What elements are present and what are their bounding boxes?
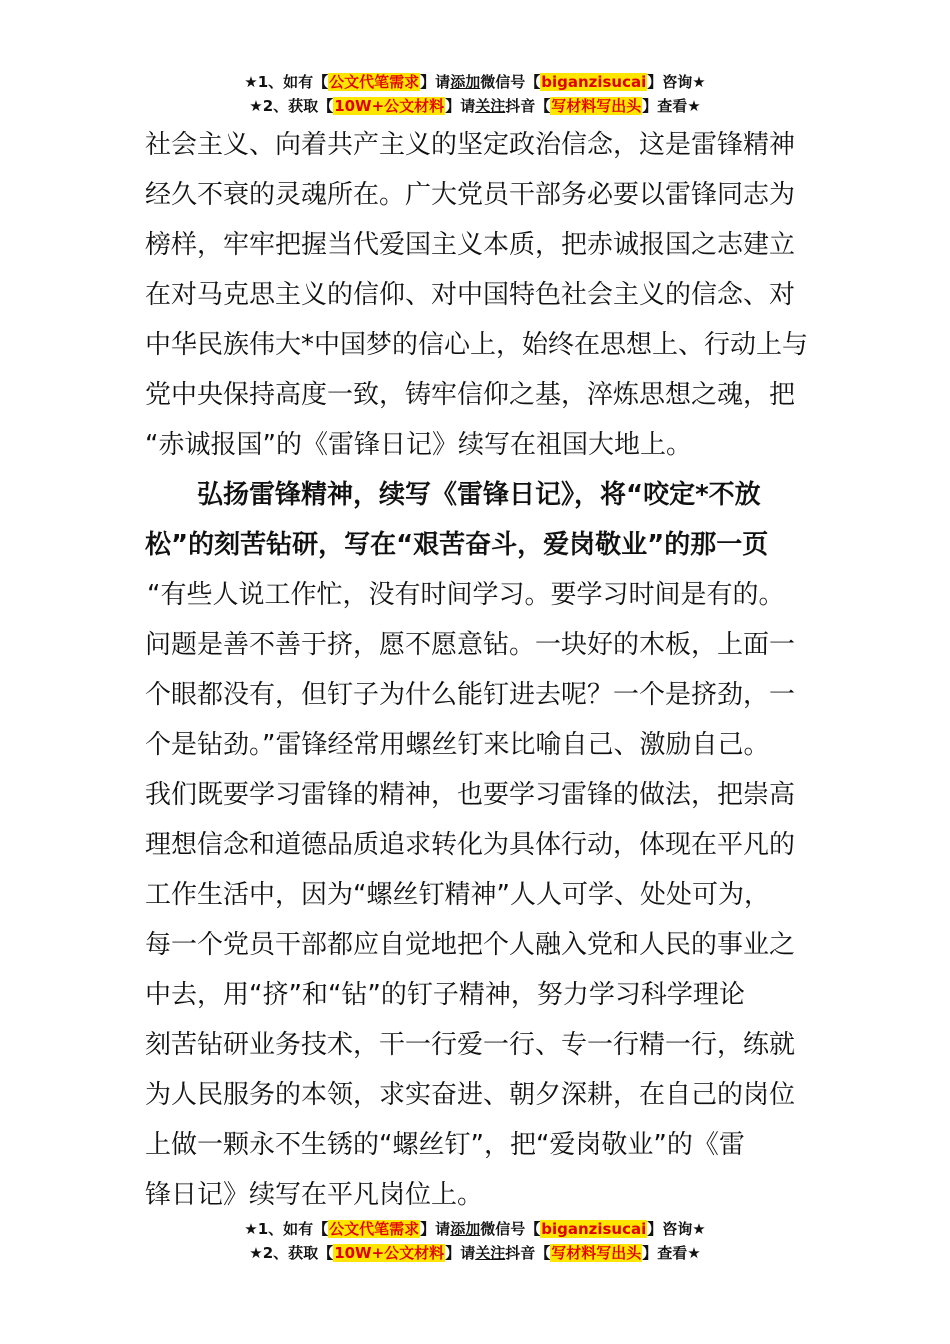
banner-text: ★1、如有【 (244, 1220, 329, 1238)
banner-line-1 (0, 70, 950, 94)
body-line: 工作生活中，因为“螺丝钉精神”人人可学、处处可为， (145, 880, 770, 910)
banner-underline: 关注 (475, 97, 506, 115)
banner-text: ★1、如有【 (244, 73, 329, 91)
banner-text: 抖音【 (505, 97, 551, 115)
banner-text: 】咨询★ (647, 73, 706, 91)
banner-text: 】查看★ (642, 1244, 701, 1262)
bottom-banner (0, 1217, 950, 1265)
body-line: 党中央保持高度一致，铸牢信仰之基，淬炼思想之魂，把 (145, 380, 796, 410)
body-line: 在对马克思主义的信仰、对中国特色社会主义的信念、对 (145, 280, 796, 310)
body-line: 理想信念和道德品质追求转化为具体行动，体现在平凡的 (145, 830, 796, 860)
banner-highlight: 10W+公文材料 (334, 97, 445, 115)
body-line: 社会主义、向着共产主义的坚定政治信念，这是雷锋精神 (145, 130, 796, 160)
body-line: 问题是善不善于挤，愿不愿意钻。一块好的木板，上面一 (145, 630, 796, 660)
body-line: 刻苦钻研业务技术，干一行爱一行、专一行精一行，练就 (145, 1030, 796, 1060)
section-heading-line: 松”的刻苦钻研，写在“艰苦奋斗，爱岗敬业”的那一页 (145, 530, 769, 560)
top-banner (0, 70, 950, 118)
body-line: 我们既要学习雷锋的精神，也要学习雷锋的做法，把崇高 (145, 780, 796, 810)
banner-text: 】查看★ (642, 97, 701, 115)
banner-text: 】请 (445, 97, 476, 115)
banner-text: 】请 (445, 1244, 476, 1262)
banner-underline: 添加 (450, 73, 481, 91)
body-line: 中华民族伟大*中国梦的信心上，始终在思想上、行动上与 (145, 330, 809, 360)
banner-line-2 (0, 1241, 950, 1265)
banner-highlight: biganzisucai (541, 1220, 647, 1238)
banner-highlight: 10W+公文材料 (334, 1244, 445, 1262)
banner-highlight: 公文代笔需求 (329, 73, 420, 91)
body-line: 经久不衰的灵魂所在。广大党员干部务必要以雷锋同志为 (145, 180, 796, 210)
body-line: 为人民服务的本领，求实奋进、朝夕深耕，在自己的岗位 (145, 1080, 796, 1110)
banner-text: 】请 (420, 1220, 451, 1238)
banner-text: ★2、获取【 (249, 97, 334, 115)
body-line: 榜样，牢牢把握当代爱国主义本质，把赤诚报国之志建立 (145, 230, 796, 260)
banner-line-2 (0, 94, 950, 118)
document-body (145, 120, 815, 1220)
banner-text: 】请 (420, 73, 451, 91)
banner-line-1 (0, 1217, 950, 1241)
body-line: “赤诚报国”的《雷锋日记》续写在祖国大地上。 (145, 430, 692, 460)
section-heading-line: 弘扬雷锋精神，续写《雷锋日记》，将“咬定*不放 (197, 480, 761, 510)
banner-highlight: biganzisucai (541, 73, 647, 91)
banner-highlight: 写材料写出头 (551, 1244, 642, 1262)
banner-text: 微信号【 (480, 1220, 541, 1238)
banner-text: 抖音【 (505, 1244, 551, 1262)
banner-text: 微信号【 (480, 73, 541, 91)
body-line: 个是钻劲。”雷锋经常用螺丝钉来比喻自己、激励自己。 (145, 730, 770, 760)
banner-highlight: 公文代笔需求 (329, 1220, 420, 1238)
body-line: 每一个党员干部都应自觉地把个人融入党和人民的事业之 (145, 930, 796, 960)
body-line: 个眼都没有，但钉子为什么能钉进去呢？一个是挤劲，一 (145, 680, 796, 710)
banner-underline: 添加 (450, 1220, 481, 1238)
banner-highlight: 写材料写出头 (551, 97, 642, 115)
body-line: “有些人说工作忙，没有时间学习。要学习时间是有的。 (147, 580, 785, 610)
banner-underline: 关注 (475, 1244, 506, 1262)
body-line: 锋日记》续写在平凡岗位上。 (145, 1180, 484, 1210)
banner-text: 】咨询★ (647, 1220, 706, 1238)
banner-text: ★2、获取【 (249, 1244, 334, 1262)
body-line: 中去，用“挤”和“钻”的钉子精神，努力学习科学理论 (145, 980, 745, 1010)
body-line: 上做一颗永不生锈的“螺丝钉”，把“爱岗敬业”的《雷 (145, 1130, 745, 1160)
